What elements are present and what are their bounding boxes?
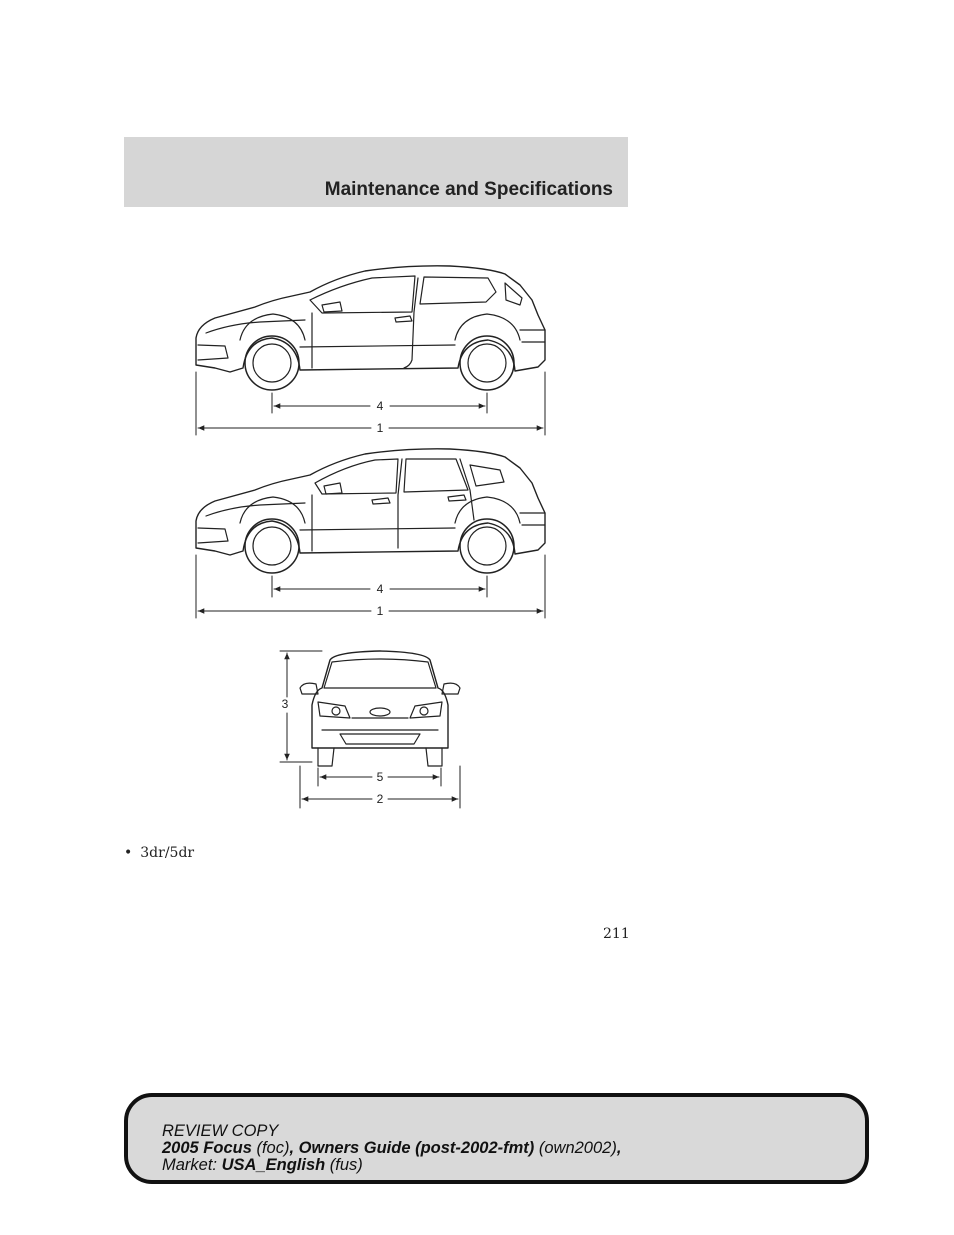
model-code: (foc) [251,1139,290,1157]
review-line-3 [162,1157,621,1174]
front-view [300,651,460,766]
model-name: 2005 Focus [162,1139,252,1157]
market-code: (fus) [325,1156,363,1174]
dimension-label-width: 2 [376,792,384,806]
section-title: Maintenance and Specifications [324,179,613,200]
dimension-label-track: 5 [376,770,384,784]
dimension-label-wheelbase-3dr: 4 [376,399,384,413]
line-comma: , [616,1139,622,1157]
review-copy-text [162,1123,621,1174]
market-name: USA_English [221,1156,326,1174]
three-door-side-view [196,266,545,390]
dimension-label-length-5dr: 1 [376,604,384,618]
dimension-label-length-3dr: 1 [376,421,384,435]
page-number: 211 [603,926,630,942]
guide-code: (own2002) [534,1139,617,1157]
review-line-1: REVIEW COPY [162,1122,279,1140]
guide-name: , Owners Guide (post-2002-fmt) [289,1139,535,1157]
dimension-label-wheelbase-5dr: 4 [376,582,384,596]
market-label: Market: [162,1156,222,1174]
five-door-side-view [196,449,545,573]
bullet-marker: • [124,845,133,861]
review-copy-box [124,1093,869,1184]
bullet-item [124,845,194,861]
review-line-2 [162,1140,621,1157]
bullet-text: 3dr/5dr [140,845,195,861]
dimension-label-height: 3 [281,697,289,711]
